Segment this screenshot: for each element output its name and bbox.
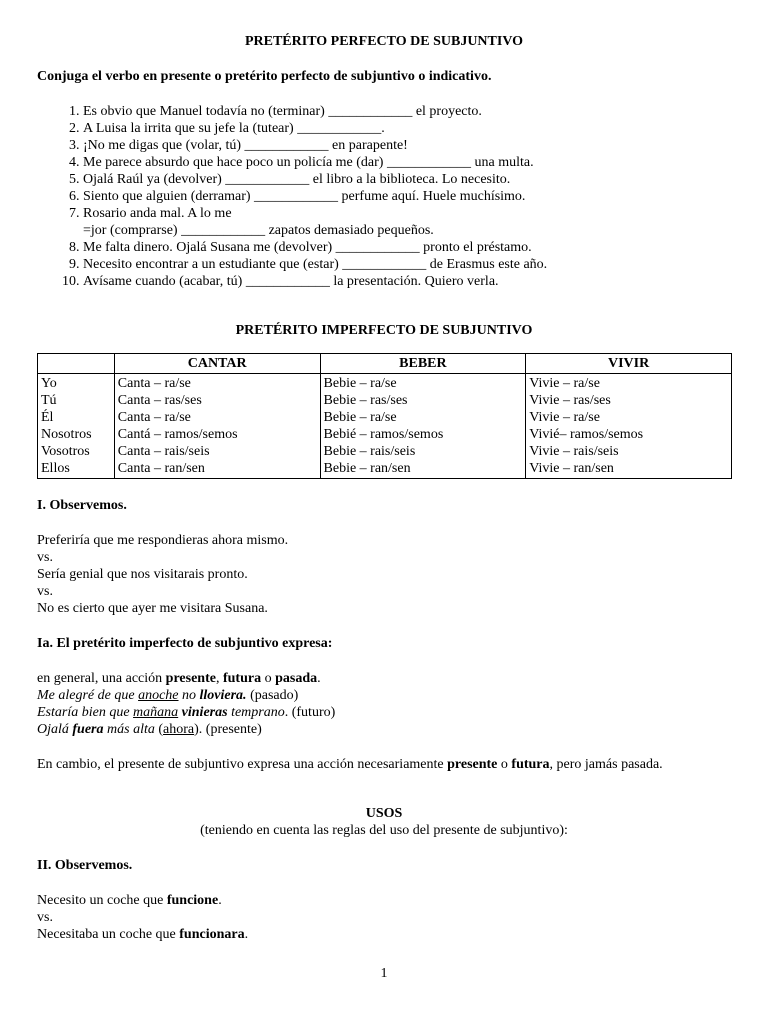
bold-vinieras: vinieras: [181, 705, 228, 720]
exercise-item-1: 1. Es obvio que Manuel todavía no (terminar) ____________ el proyecto.: [83, 103, 731, 120]
text: Necesito un coche que: [37, 893, 167, 908]
cantar-form: Canta – ran/sen: [117, 461, 205, 476]
text: o: [261, 671, 276, 686]
beber-form: Bebie – ra/se: [323, 376, 397, 391]
example-pasado: [37, 687, 731, 704]
text: ). (presente): [194, 722, 262, 737]
exercise-item-8: 8. Me falta dinero. Ojalá Susana me (devolver) ____________ pronto el préstamo.: [83, 239, 731, 256]
vivir-column: [526, 374, 732, 479]
table-header-cantar: CANTAR: [114, 354, 320, 374]
pronoun-tu: Tú: [41, 393, 57, 408]
bold-pasada: pasada: [275, 671, 318, 686]
text: en general, una acción: [37, 671, 166, 686]
example-line: vs.: [37, 910, 53, 925]
usage-line: [37, 670, 731, 687]
cantar-form: Canta – ras/ses: [117, 393, 202, 408]
exercise-item-10: 10. Avísame cuando (acabar, tú) ____________ la presentación. Quiero verla.: [83, 273, 731, 290]
example-line: [37, 926, 731, 943]
exercise-item-7-text: Rosario anda mal. A lo me: [83, 206, 232, 221]
bold-funcione: funcione: [166, 893, 219, 908]
bold-futura: futura: [511, 757, 550, 772]
vivir-form: Vivie – ra/se: [529, 410, 600, 425]
observe-examples-1: [37, 532, 731, 617]
table-header-row: [38, 354, 732, 374]
bold-presente: presente: [447, 757, 498, 772]
section-title-perfecto: PRETÉRITO PERFECTO DE SUBJUNTIVO: [244, 34, 524, 49]
beber-form: Bebie – ran/sen: [323, 461, 411, 476]
beber-column: [320, 374, 526, 479]
beber-form: Bebie – ra/se: [323, 410, 397, 425]
text: más alta: [103, 722, 155, 737]
underlined-manana: mañana: [133, 705, 179, 720]
table-header-empty: [38, 354, 115, 374]
bold-lloviera: lloviera.: [199, 688, 247, 703]
text: Necesitaba un coche que: [37, 927, 180, 942]
observe-heading-1: I. Observemos.: [37, 498, 127, 513]
vivir-form: Vivie – rais/seis: [529, 444, 619, 459]
usos-block: [37, 805, 731, 839]
cantar-form: Canta – ra/se: [117, 410, 191, 425]
observe-examples-1a: [37, 670, 731, 738]
exercise-item-3: 3. ¡No me digas que (volar, tú) ____________ en parapente!: [83, 137, 731, 154]
text: , pero jamás pasada.: [549, 757, 663, 772]
example-futuro: [37, 704, 731, 721]
pronoun-ellos: Ellos: [41, 461, 70, 476]
cantar-form: Cantá – ramos/semos: [117, 427, 238, 442]
beber-form: Bebie – rais/seis: [323, 444, 416, 459]
conjugation-table: [37, 353, 732, 479]
underlined-anoche: anoche: [138, 688, 179, 703]
example-line: Preferiría que me respondieras ahora mismo.: [37, 533, 289, 548]
text: .: [244, 927, 249, 942]
exercise-item-9: 9. Necesito encontrar a un estudiante que (estar) ____________ de Erasmus este año.: [83, 256, 731, 273]
pronoun-vosotros: Vosotros: [41, 444, 90, 459]
example-line: No es cierto que ayer me visitara Susana.: [37, 601, 268, 616]
example-presente: [37, 721, 731, 738]
exercise-list: [37, 103, 731, 290]
contrast-paragraph: [37, 756, 731, 773]
exercise-item-7-continuation: =jor (comprarse) ____________ zapatos demasiado pequeños.: [83, 223, 434, 238]
pronoun-nosotros: Nosotros: [41, 427, 92, 442]
underlined-ahora: ahora: [163, 722, 195, 737]
pronoun-column: [38, 374, 115, 479]
text: .: [317, 671, 321, 686]
text: En cambio, el presente de subjuntivo expresa una acción necesariamente: [37, 757, 448, 772]
text: temprano: [227, 705, 285, 720]
observe-examples-2: [37, 892, 731, 943]
pronoun-yo: Yo: [41, 376, 57, 391]
exercise-item-4: 4. Me parece absurdo que hace poco un policía me (dar) ____________ una multa.: [83, 154, 731, 171]
usos-title: USOS: [365, 806, 403, 821]
table-body-row: [38, 374, 732, 479]
bold-futura: futura: [222, 671, 262, 686]
cantar-column: [114, 374, 320, 479]
example-line: [37, 892, 731, 909]
exercise-item-5: 5. Ojalá Raúl ya (devolver) ____________ el libro a la biblioteca. Lo necesito.: [83, 171, 731, 188]
page-number: 1: [380, 966, 388, 981]
text: Estaría bien que: [37, 705, 134, 720]
table-header-beber: BEBER: [320, 354, 526, 374]
bold-fuera: fuera: [72, 722, 104, 737]
bold-presente: presente: [165, 671, 216, 686]
observe-heading-1a: Ia. El pretérito imperfecto de subjuntivo expresa:: [37, 636, 333, 651]
vivir-form: Vivie – ras/ses: [529, 393, 611, 408]
usos-subtitle: (teniendo en cuenta las reglas del uso del presente de subjuntivo):: [200, 823, 568, 838]
exercise-item-7: [83, 205, 731, 239]
text: . (futuro): [284, 705, 336, 720]
text: (: [154, 722, 164, 737]
text: .: [218, 893, 222, 908]
bold-funcionara: funcionara: [179, 927, 245, 942]
cantar-form: Canta – ra/se: [117, 376, 191, 391]
exercise-instruction: Conjuga el verbo en presente o pretérito perfecto de subjuntivo o indicativo.: [37, 69, 492, 84]
beber-form: Bebié – ramos/semos: [323, 427, 444, 442]
text: o: [497, 757, 512, 772]
example-line: vs.: [37, 584, 53, 599]
text: Me alegré de que: [37, 688, 139, 703]
text: Ojalá: [37, 722, 73, 737]
exercise-item-2: 2. A Luisa la irrita que su jefe la (tutear) ____________.: [83, 120, 731, 137]
text: ,: [215, 671, 223, 686]
pronoun-el: Él: [41, 410, 54, 425]
vivir-form: Vivie – ran/sen: [529, 461, 614, 476]
document-page: [37, 33, 731, 943]
vivir-form: Vivié– ramos/semos: [529, 427, 644, 442]
example-line: vs.: [37, 550, 53, 565]
exercise-item-6: 6. Siento que alguien (derramar) ____________ perfume aquí. Huele muchísimo.: [83, 188, 731, 205]
observe-heading-2: II. Observemos.: [37, 858, 133, 873]
section-title-imperfecto: PRETÉRITO IMPERFECTO DE SUBJUNTIVO: [235, 323, 533, 338]
table-header-vivir: VIVIR: [526, 354, 732, 374]
beber-form: Bebie – ras/ses: [323, 393, 408, 408]
cantar-form: Canta – rais/seis: [117, 444, 210, 459]
text: (pasado): [246, 688, 299, 703]
text: no: [178, 688, 200, 703]
vivir-form: Vivie – ra/se: [529, 376, 600, 391]
example-line: Sería genial que nos visitarais pronto.: [37, 567, 248, 582]
